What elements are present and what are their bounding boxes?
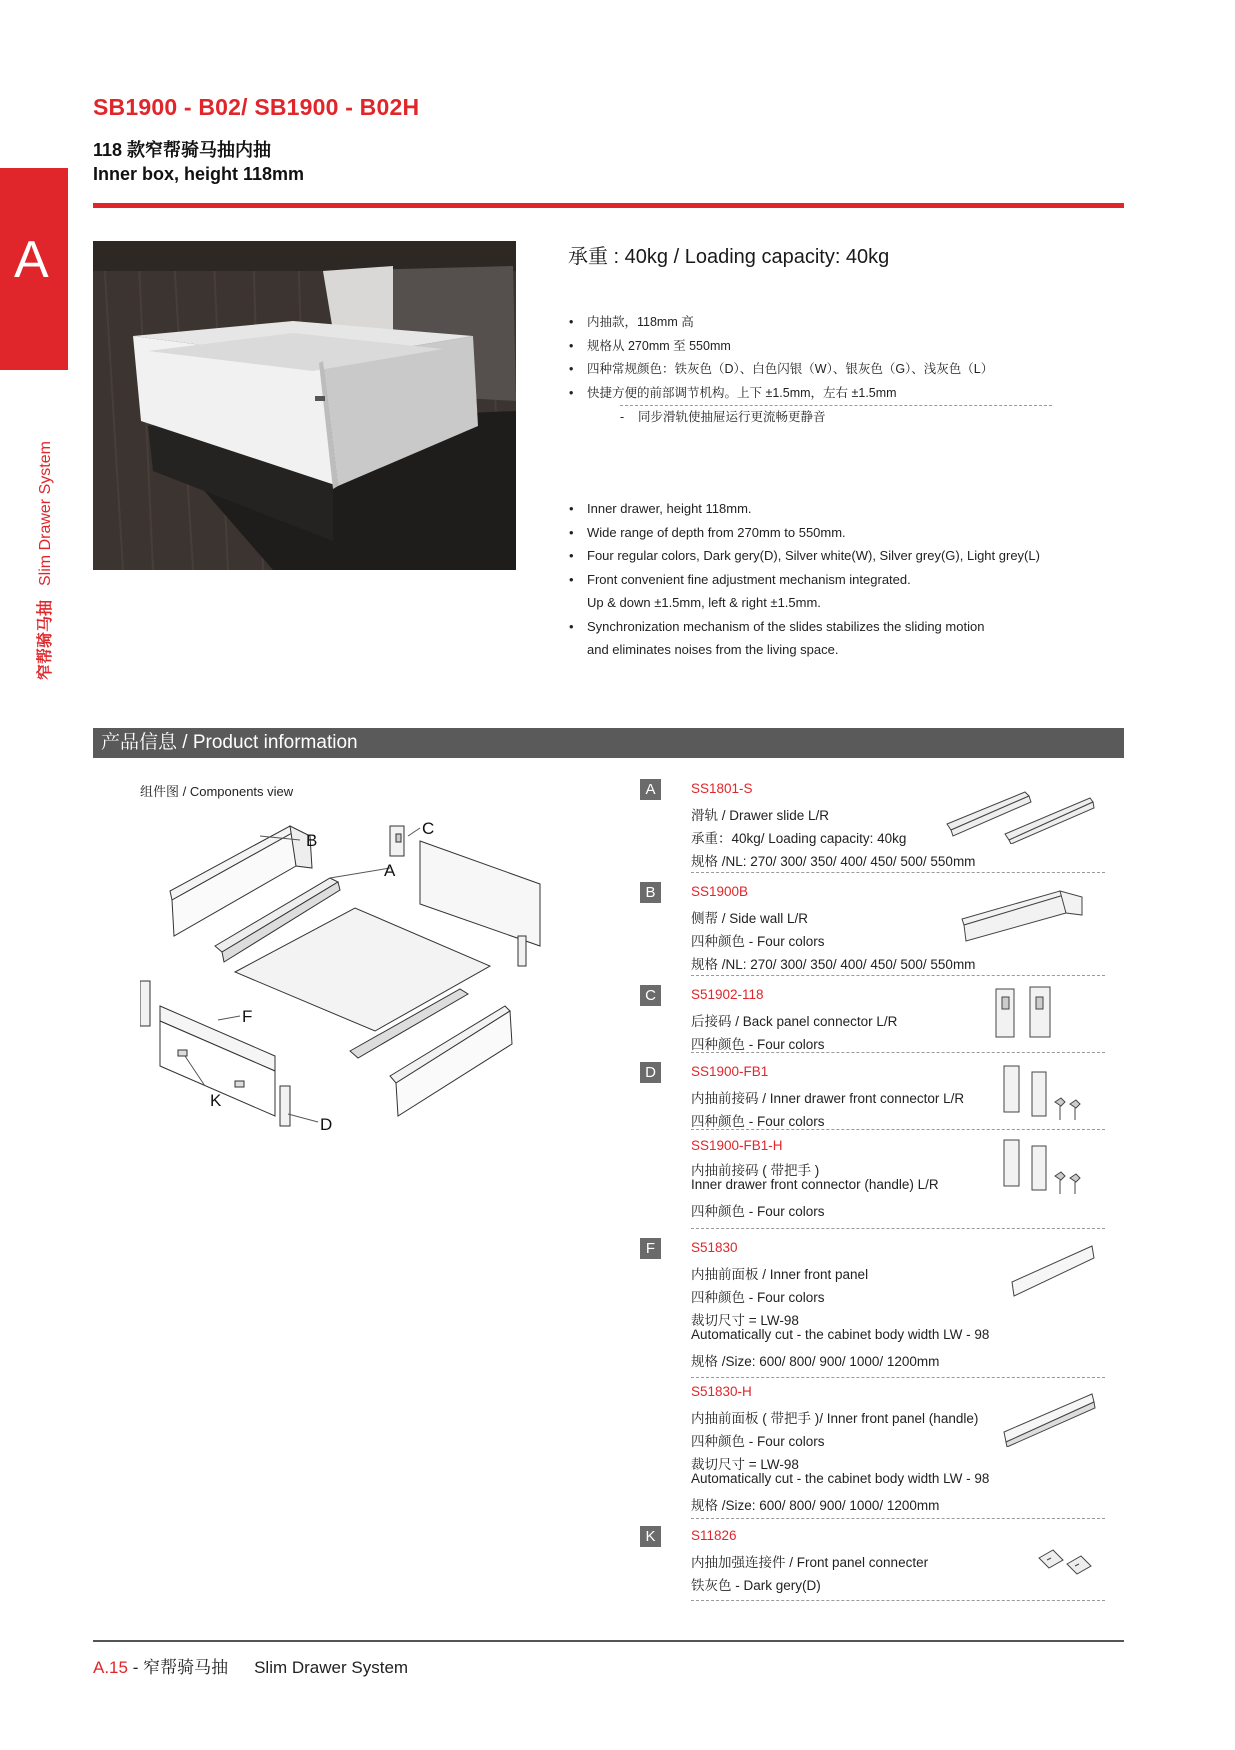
item-line: 裁切尺寸 = LW-98: [691, 1457, 799, 1472]
item-code: S51902-118: [691, 987, 764, 1002]
feature-cn-4: • 快捷方便的前部调节机构。上下 ±1.5mm，左右 ±1.5mm: [569, 382, 1129, 406]
item-separator: [691, 872, 1105, 873]
item-code: SS1900B: [691, 884, 749, 899]
item-line: 四种颜色 - Four colors: [691, 1114, 825, 1129]
components-view-label: 组件图 / Components view: [140, 784, 294, 799]
header-divider: [93, 203, 1124, 208]
item-line: 内抽前面板 / Inner front panel: [691, 1267, 869, 1282]
side-label-en: Slim Drawer System: [37, 441, 54, 586]
item-code: S51830-H: [691, 1384, 752, 1399]
item-separator: [691, 1377, 1105, 1378]
product-model-title: SB1900 - B02/ SB1900 - B02H: [93, 94, 420, 120]
component-item-f-handle: [640, 1382, 1105, 1522]
footer-separator: -: [127, 1658, 144, 1677]
item-line: 滑轨 / Drawer slide L/R: [691, 808, 830, 823]
item-code: SS1801-S: [691, 781, 753, 796]
item-line: 侧帮 / Side wall L/R: [691, 911, 809, 926]
item-code: SS1900-FB1-H: [691, 1138, 783, 1153]
item-line: 铁灰色 - Dark gery(D): [691, 1578, 821, 1593]
item-line: 规格 /Size: 600/ 800/ 900/ 1000/ 1200mm: [691, 1354, 940, 1369]
item-separator: [691, 1052, 1105, 1053]
item-line: 四种颜色 - Four colors: [691, 1204, 825, 1219]
subtitle-en: Inner box, height 118mm: [93, 164, 305, 184]
side-label-cn: 窄帮骑马抽: [37, 599, 54, 680]
item-line: Automatically cut - the cabinet body width LW - 98: [691, 1327, 990, 1342]
feature-en-4-cont: Up & down ±1.5mm, left & right ±1.5mm.: [587, 595, 821, 610]
item-badge-a: A: [640, 779, 661, 800]
subtitle-cn: 118 款窄帮骑马抽内抽: [93, 140, 272, 160]
footer-section-cn: 窄帮骑马抽: [143, 1658, 229, 1677]
item-badge-c: C: [640, 985, 661, 1006]
diagram-label-b: B: [306, 831, 318, 850]
section-title: 产品信息 / Product information: [101, 732, 358, 753]
feature-cn-2: • 规格从 270mm 至 550mm: [569, 335, 1129, 359]
item-badge-k: K: [640, 1526, 661, 1547]
feature-cn-3: • 四种常规颜色：铁灰色（D）、白色闪银（W）、银灰色（G）、浅灰色（L）: [569, 358, 1129, 382]
footer-divider: [93, 1640, 1124, 1642]
item-line: 四种颜色 - Four colors: [691, 1037, 825, 1052]
item-separator: [691, 975, 1105, 976]
item-line: 四种颜色 - Four colors: [691, 1434, 825, 1449]
front-panel-thumbnail: [1010, 1244, 1095, 1299]
item-badge-b: B: [640, 882, 661, 903]
page-footer: [93, 1653, 408, 1678]
component-item-a: [640, 779, 1105, 869]
diagram-label-d: D: [320, 1115, 333, 1134]
feature-en-1: • Inner drawer, height 118mm.: [569, 497, 1129, 521]
component-item-b: [640, 882, 1105, 972]
section-header-product-info: [93, 728, 1124, 758]
side-wall-thumbnail: [960, 887, 1085, 942]
footer-section-en: Slim Drawer System: [254, 1658, 409, 1677]
loading-capacity: 承重 : 40kg / Loading capacity: 40kg: [568, 246, 890, 268]
item-code: SS1900-FB1: [691, 1064, 769, 1079]
item-separator: [691, 1518, 1105, 1519]
item-line: 内抽前接码 / Inner drawer front connector L/R: [691, 1091, 965, 1106]
item-line: 规格 /NL: 270/ 300/ 350/ 400/ 450/ 500/ 550mm: [691, 854, 976, 869]
component-item-d-handle: [640, 1136, 1105, 1228]
item-line: Inner drawer front connector (handle) L/R: [691, 1177, 939, 1192]
item-line: 规格 /NL: 270/ 300/ 350/ 400/ 450/ 500/ 550mm: [691, 957, 976, 972]
feature-en-3: • Four regular colors, Dark gery(D), Silver white(W), Silver grey(G), Light grey(L): [569, 544, 1129, 568]
feature-cn-5: - 同步滑轨使抽屉运行更流畅更静音: [620, 405, 1052, 430]
front-panel-connector-thumbnail: [1035, 1546, 1095, 1576]
features-cn: [569, 311, 1129, 430]
item-line: 四种颜色 - Four colors: [691, 934, 825, 949]
component-item-f: [640, 1238, 1105, 1378]
item-line: 规格 /Size: 600/ 800/ 900/ 1000/ 1200mm: [691, 1498, 940, 1513]
front-connector-thumbnail: [1000, 1062, 1090, 1122]
item-code: S11826: [691, 1528, 737, 1543]
component-item-d: [640, 1062, 1105, 1132]
chapter-letter: A: [14, 231, 49, 289]
item-line: 内抽加强连接件 / Front panel connecter: [691, 1555, 929, 1570]
item-line: 裁切尺寸 = LW-98: [691, 1313, 799, 1328]
item-line: 内抽前接码 ( 带把手 ): [691, 1163, 820, 1178]
item-line: 后接码 / Back panel connector L/R: [691, 1014, 898, 1029]
item-line: 内抽前面板 ( 带把手 )/ Inner front panel (handle): [691, 1411, 979, 1426]
chapter-tab[interactable]: [0, 168, 68, 370]
front-panel-handle-thumbnail: [1002, 1392, 1097, 1447]
item-badge-d: D: [640, 1062, 661, 1083]
feature-en-4: • Front convenient fine adjustment mechanism integrated.: [569, 568, 1129, 592]
feature-en-2: • Wide range of depth from 270mm to 550mm.: [569, 521, 1129, 545]
feature-en-5: • Synchronization mechanism of the slides stabilizes the sliding motion: [569, 615, 1129, 639]
component-item-k: [640, 1526, 1105, 1596]
component-item-c: [640, 985, 1105, 1055]
diagram-label-a: A: [384, 861, 396, 880]
feature-cn-1: • 内抽款，118mm 高: [569, 311, 1129, 335]
item-line: 四种颜色 - Four colors: [691, 1290, 825, 1305]
item-code: S51830: [691, 1240, 738, 1255]
chapter-side-label: [32, 380, 55, 680]
item-line: Automatically cut - the cabinet body width LW - 98: [691, 1471, 990, 1486]
item-separator: [691, 1600, 1105, 1601]
item-badge-f: F: [640, 1238, 661, 1259]
diagram-label-c: C: [422, 819, 435, 838]
item-separator: [691, 1228, 1105, 1229]
back-connector-thumbnail: [992, 983, 1062, 1041]
front-connector-handle-thumbnail: [1000, 1136, 1090, 1196]
page-number: A.15: [93, 1658, 128, 1677]
slide-thumbnail: [945, 784, 1095, 844]
product-photo: [93, 241, 516, 570]
item-line: 承重：40kg/ Loading capacity: 40kg: [691, 831, 907, 846]
diagram-label-k: K: [210, 1091, 222, 1110]
diagram-label-f: F: [242, 1007, 253, 1026]
feature-en-5-cont: and eliminates noises from the living space.: [587, 642, 839, 657]
features-en: [569, 497, 1129, 662]
components-exploded-diagram: [140, 796, 580, 1141]
item-separator: [691, 1129, 1105, 1130]
